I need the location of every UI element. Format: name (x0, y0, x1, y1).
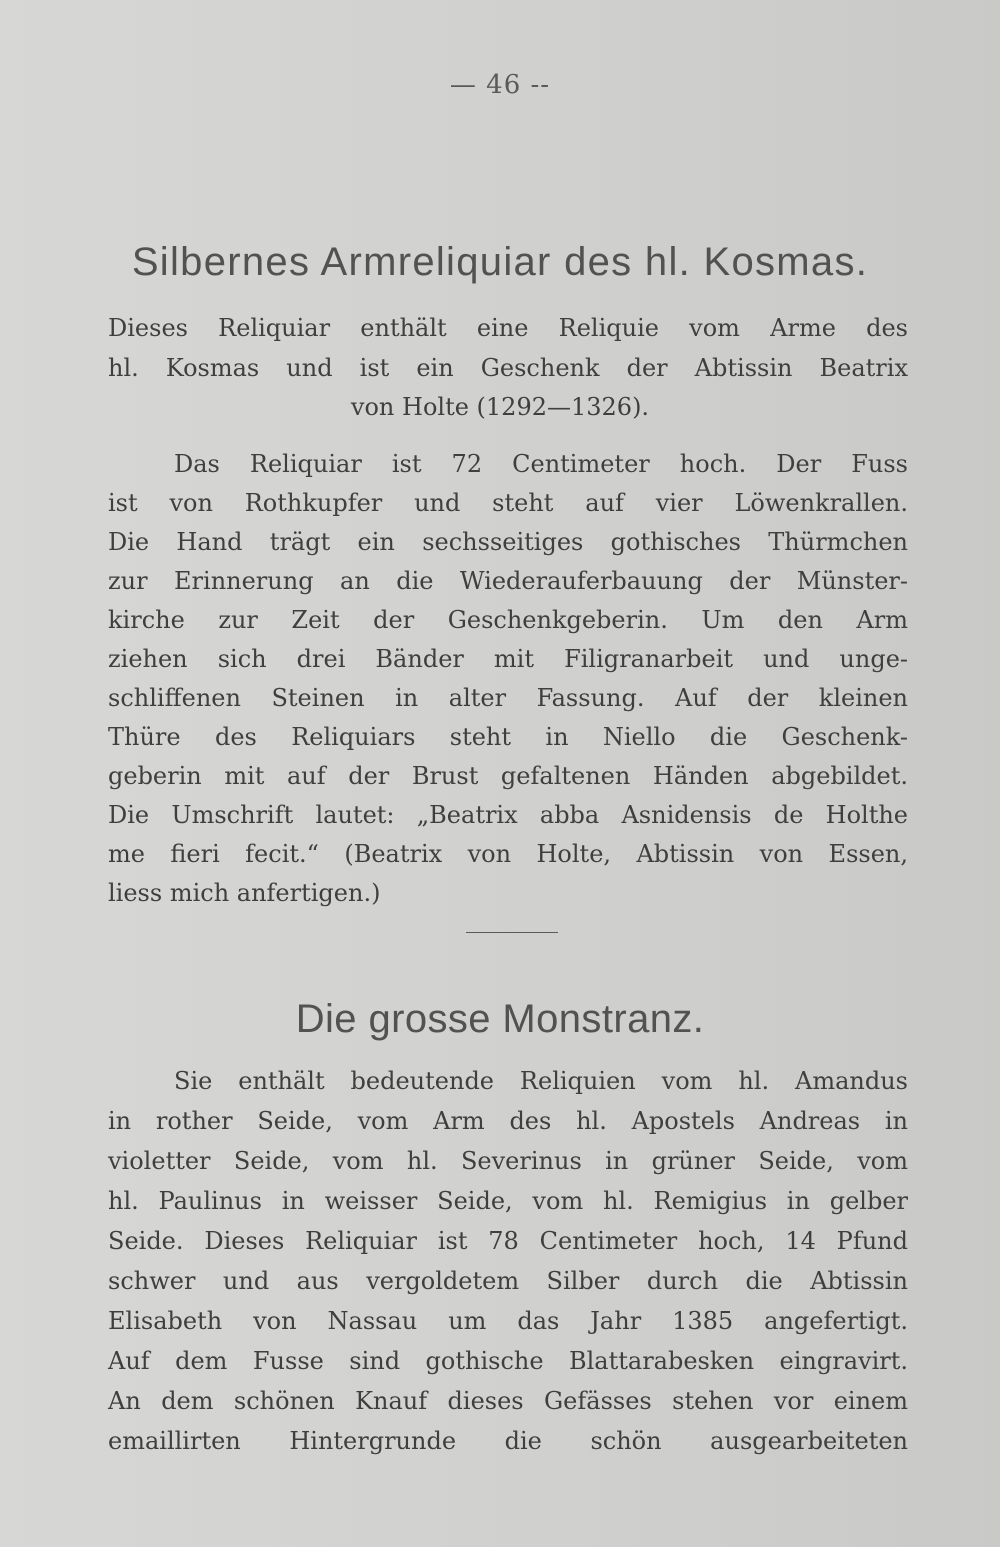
section-title-monstranz: Die grosse Monstranz. (295, 997, 705, 1041)
text-line: violetter Seide, vom hl. Severinus in grüner Seide, vom (108, 1147, 908, 1175)
text-line: zur Erinnerung an die Wiederauferbauung der Münster- (108, 567, 908, 595)
text-line: ist von Rothkupfer und steht auf vier Löwenkrallen. (108, 489, 908, 517)
text-line: Sie enthält bedeutende Reliquien vom hl. Amandus (174, 1067, 908, 1095)
text-line: Auf dem Fusse sind gothische Blattarabesken eingravirt. (108, 1347, 908, 1375)
text-line: liess mich anfertigen.) (108, 879, 381, 907)
text-line: schwer und aus vergoldetem Silber durch die Abtissin (108, 1267, 908, 1295)
text-line: Die Hand trägt ein sechsseitiges gothisches Thürmchen (108, 528, 908, 556)
text-line: Seide. Dieses Reliquiar ist 78 Centimeter hoch, 14 Pfund (108, 1227, 908, 1255)
text-line: in rother Seide, vom Arm des hl. Apostels Andreas in (108, 1107, 908, 1135)
text-line: kirche zur Zeit der Geschenkgeberin. Um den Arm (108, 606, 908, 634)
text-line: hl. Paulinus in weisser Seide, vom hl. Remigius in gelber (108, 1187, 908, 1215)
text-line: Elisabeth von Nassau um das Jahr 1385 angefertigt. (108, 1307, 908, 1335)
text-line: Thüre des Reliquiars steht in Niello die Geschenk- (108, 723, 908, 751)
text-line: An dem schönen Knauf dieses Gefässes stehen vor einem (108, 1387, 908, 1415)
text-line: ziehen sich drei Bänder mit Filigranarbeit und unge- (108, 645, 908, 673)
text-line: Die Umschrift lautet: „Beatrix abba Asnidensis de Holthe (108, 801, 908, 829)
text-line: von Holte (1292—1326). (350, 393, 650, 421)
text-line: hl. Kosmas und ist ein Geschenk der Abtissin Beatrix (108, 354, 908, 382)
text-line: Das Reliquiar ist 72 Centimeter hoch. Der Fuss (174, 450, 908, 478)
text-line: schliffenen Steinen in alter Fassung. Auf der kleinen (108, 684, 908, 712)
text-line: emaillirten Hintergrunde die schön ausgearbeiteten (108, 1427, 908, 1455)
page-number: — 46 -- (449, 70, 551, 100)
text-line: Dieses Reliquiar enthält eine Reliquie vom Arme des (108, 314, 908, 342)
text-line: geberin mit auf der Brust gefaltenen Händen abgebildet. (108, 762, 908, 790)
text-line: me fieri fecit.“ (Beatrix von Holte, Abtissin von Essen, (108, 840, 908, 868)
section-divider (466, 932, 558, 933)
section-title-armreliquiar: Silbernes Armreliquiar des hl. Kosmas. (131, 240, 869, 284)
